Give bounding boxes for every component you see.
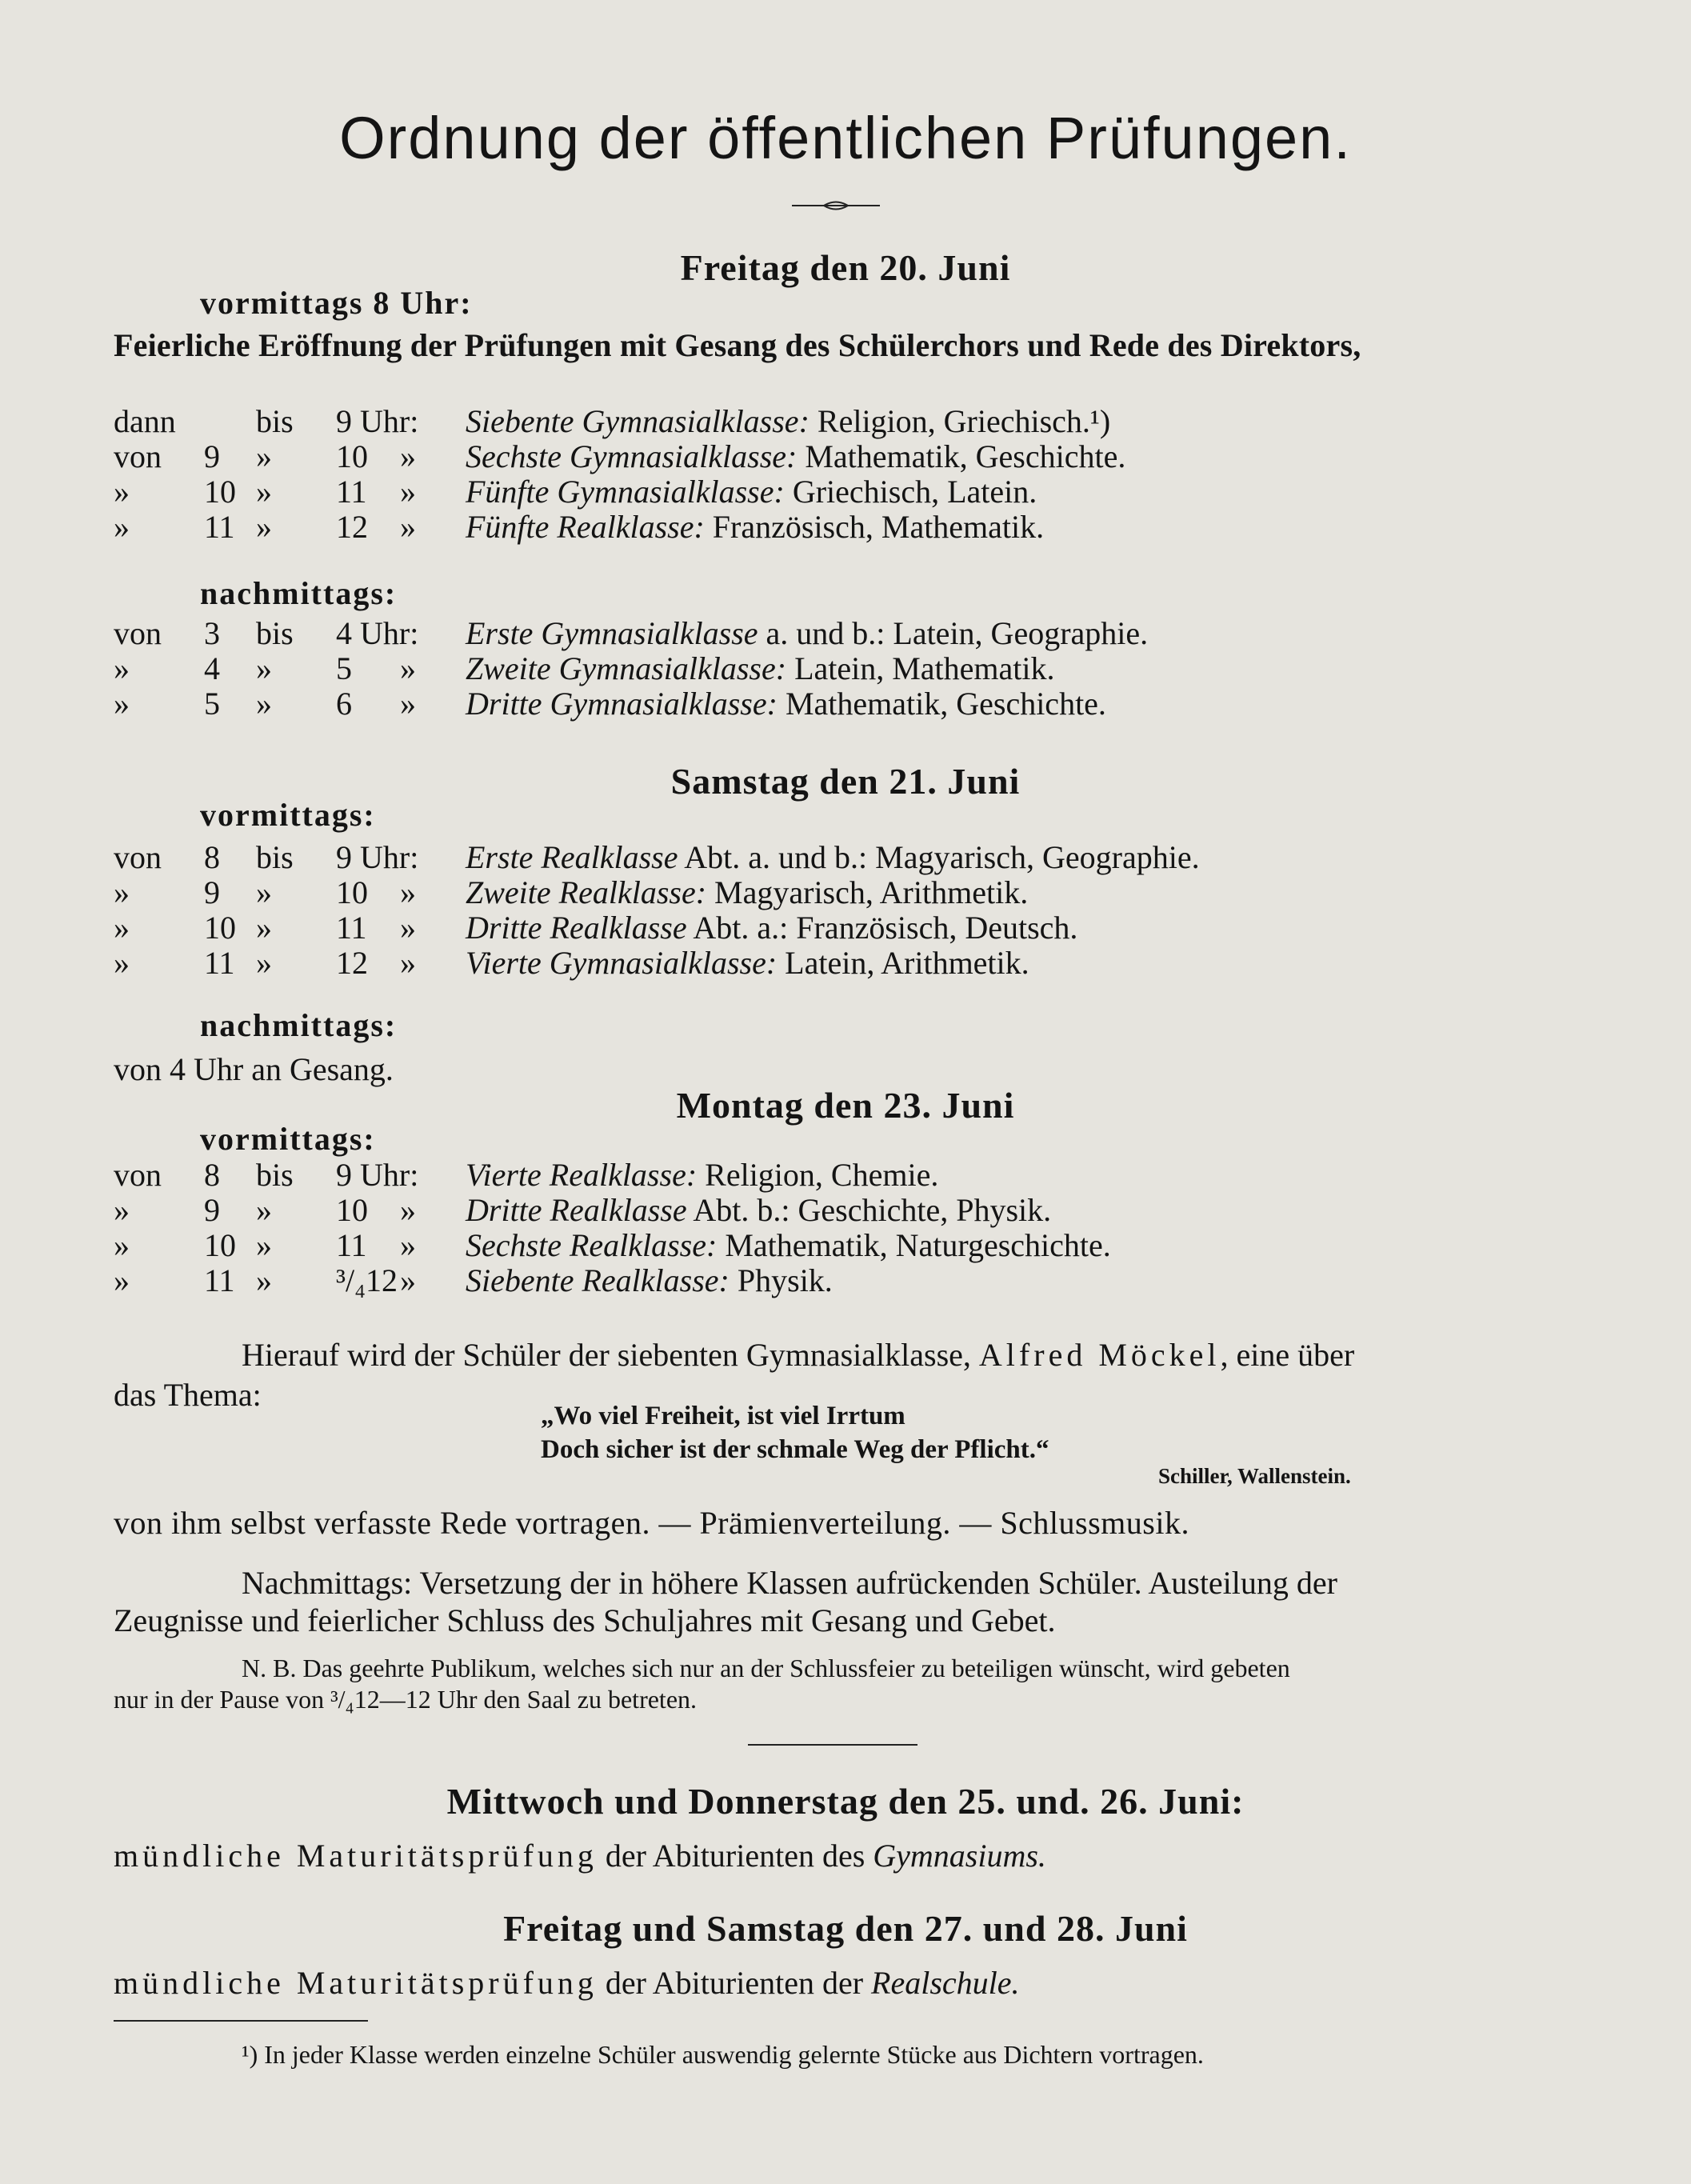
row-subjects: Mathematik, Geschichte. xyxy=(805,438,1126,474)
row-end-hour: 11 xyxy=(336,910,367,946)
row-end-mark: » xyxy=(400,1227,416,1263)
quote-line-1: „Wo viel Freiheit, ist viel Irrtum xyxy=(541,1402,905,1430)
schedule-row xyxy=(0,508,1691,545)
row-end-mark: » xyxy=(400,874,416,910)
row-prefix: » xyxy=(114,474,130,510)
row-end-mark: » xyxy=(400,1262,416,1298)
row-start-hour: 11 xyxy=(204,509,235,545)
schedule-row xyxy=(0,838,1691,875)
schedule-row xyxy=(0,1262,1691,1298)
speech-line-3: von ihm selbst verfasste Rede vortragen. — Prämienverteilung. — Schlussmusik. xyxy=(114,1505,1189,1541)
row-connector: bis xyxy=(256,1157,294,1193)
schedule-row xyxy=(0,473,1691,510)
row-connector: » xyxy=(256,874,272,910)
row-subject xyxy=(466,944,1029,982)
row-subject xyxy=(466,1226,1111,1264)
row-end-mark: » xyxy=(400,650,416,686)
nb-line-2: nur in der Pause von ³/₄12—12 Uhr den Saal zu betreten. xyxy=(114,1685,698,1714)
row-subjects: Abt. a.: Französisch, Deutsch. xyxy=(693,910,1078,946)
row-class-name: Dritte Gymnasialklasse: xyxy=(466,686,778,722)
page-title: Ordnung der öffentlichen Prüfungen. xyxy=(339,105,1352,171)
fri-sat-text-spaced: mündliche Maturitätsprüfung xyxy=(114,1965,598,2001)
row-prefix: » xyxy=(114,1227,130,1263)
row-end-hour: 10 xyxy=(336,438,368,474)
row-class-name: Sechste Gymnasialklasse: xyxy=(466,438,798,474)
row-connector: » xyxy=(256,474,272,510)
row-connector: » xyxy=(256,509,272,545)
row-subjects: a. und b.: Latein, Geographie. xyxy=(766,615,1149,651)
row-end-hour: 6 xyxy=(336,686,352,722)
row-end-mark: » xyxy=(400,910,416,946)
friday-opening-line: Feierliche Eröffnung der Prüfungen mit Gesang des Schülerchors und Rede des Direktors, xyxy=(114,327,1361,363)
friday-heading: Freitag den 20. Juni xyxy=(680,247,1011,288)
row-end-mark: » xyxy=(400,438,416,474)
row-class-name: Vierte Realklasse: xyxy=(466,1157,698,1193)
schedule-row xyxy=(0,402,1691,439)
row-start-hour: 4 xyxy=(204,650,220,686)
afternoon-line-1: Nachmittags: Versetzung der in höhere Klassen aufrückenden Schüler. Austeilung der xyxy=(242,1565,1337,1601)
fri-sat-text-mid: der Abiturienten der xyxy=(605,1965,864,2001)
row-connector: » xyxy=(256,1262,272,1298)
row-prefix: » xyxy=(114,509,130,545)
speech-line-2: das Thema: xyxy=(114,1377,262,1413)
row-subject xyxy=(466,838,1200,876)
row-end-mark: » xyxy=(400,945,416,981)
row-start-hour: 8 xyxy=(204,1157,220,1193)
speech-line-1-pre: Hierauf wird der Schüler der siebenten Gymnasialklasse, xyxy=(242,1337,971,1373)
fri-sat-text xyxy=(114,1964,1020,2002)
afternoon-line-2: Zeugnisse und feierlicher Schluss des Schuljahres mit Gesang und Gebet. xyxy=(114,1602,1056,1638)
row-class-name: Sechste Realklasse: xyxy=(466,1227,718,1263)
row-end-hour: 11 xyxy=(336,1227,367,1263)
schedule-row xyxy=(0,1226,1691,1263)
wed-thu-text xyxy=(114,1837,1046,1874)
schedule-row xyxy=(0,685,1691,722)
schedule-row xyxy=(0,1191,1691,1228)
row-class-name: Siebente Realklasse: xyxy=(466,1262,730,1298)
footnote: ¹) In jeder Klasse werden einzelne Schüler auswendig gelernte Stücke aus Dichtern vortragen. xyxy=(242,2040,1204,2069)
row-end-hour: 12 xyxy=(336,945,368,981)
fri-sat-heading: Freitag und Samstag den 27. und 28. Juni xyxy=(503,1908,1188,1949)
row-end-hour: 12 xyxy=(336,509,368,545)
row-class-name: Fünfte Gymnasialklasse: xyxy=(466,474,785,510)
row-class-name: Erste Realklasse xyxy=(466,839,678,875)
row-prefix: dann xyxy=(114,403,176,439)
row-connector: » xyxy=(256,1192,272,1228)
row-end-hour: 11 xyxy=(336,474,367,510)
schedule-row xyxy=(0,1156,1691,1193)
row-end-hour: 10 xyxy=(336,874,368,910)
speech-line-1-post: , eine über xyxy=(1220,1337,1355,1373)
row-start-hour: 11 xyxy=(204,1262,235,1298)
row-start-hour: 10 xyxy=(204,474,236,510)
row-end-hour: 9 Uhr: xyxy=(336,839,419,875)
row-connector: » xyxy=(256,910,272,946)
row-end-mark: » xyxy=(400,509,416,545)
row-start-hour: 9 xyxy=(204,438,220,474)
row-class-name: Zweite Gymnasialklasse: xyxy=(466,650,787,686)
row-start-hour: 11 xyxy=(204,945,235,981)
row-class-name: Zweite Realklasse: xyxy=(466,874,707,910)
row-class-name: Erste Gymnasialklasse xyxy=(466,615,758,651)
wed-thu-text-spaced: mündliche Maturitätsprüfung xyxy=(114,1838,598,1874)
row-class-name: Dritte Realklasse xyxy=(466,910,687,946)
row-prefix: » xyxy=(114,874,130,910)
row-prefix: » xyxy=(114,1262,130,1298)
row-start-hour: 9 xyxy=(204,1192,220,1228)
saturday-afternoon-label: nachmittags: xyxy=(200,1007,398,1043)
row-subjects: Abt. a. und b.: Magyarisch, Geographie. xyxy=(684,839,1200,875)
row-subject xyxy=(466,438,1125,475)
ornament-divider xyxy=(792,200,880,211)
row-start-hour: 8 xyxy=(204,839,220,875)
fri-sat-text-italic: Realschule. xyxy=(871,1965,1020,2001)
schedule-row xyxy=(0,944,1691,981)
row-connector: » xyxy=(256,1227,272,1263)
row-prefix: » xyxy=(114,686,130,722)
schedule-row xyxy=(0,909,1691,946)
saturday-heading: Samstag den 21. Juni xyxy=(670,761,1021,802)
row-start-hour: 10 xyxy=(204,910,236,946)
row-subject xyxy=(466,874,1028,911)
row-end-hour: 10 xyxy=(336,1192,368,1228)
row-connector: » xyxy=(256,438,272,474)
schedule-row xyxy=(0,614,1691,651)
row-start-hour: 5 xyxy=(204,686,220,722)
row-subject xyxy=(466,1156,938,1194)
row-class-name: Siebente Gymnasialklasse: xyxy=(466,403,810,439)
row-subjects: Griechisch, Latein. xyxy=(792,474,1037,510)
row-subjects: Physik. xyxy=(737,1262,833,1298)
schedule-row xyxy=(0,650,1691,686)
row-class-name: Dritte Realklasse xyxy=(466,1192,687,1228)
row-subject xyxy=(466,508,1044,546)
row-subjects: Religion, Chemie. xyxy=(705,1157,939,1193)
row-subject xyxy=(466,1191,1051,1229)
footnote-rule xyxy=(114,2020,368,2022)
row-start-hour: 10 xyxy=(204,1227,236,1263)
row-subject xyxy=(466,473,1037,510)
row-end-hour: 4 Uhr: xyxy=(336,615,419,651)
row-end-mark: » xyxy=(400,686,416,722)
row-subject xyxy=(466,402,1110,440)
row-start-hour: 3 xyxy=(204,615,220,651)
row-connector: » xyxy=(256,945,272,981)
row-subjects: Magyarisch, Arithmetik. xyxy=(714,874,1029,910)
wed-thu-heading: Mittwoch und Donnerstag den 25. und. 26. Juni: xyxy=(446,1781,1245,1822)
monday-morning-label: vormittags: xyxy=(200,1121,376,1157)
row-connector: bis xyxy=(256,839,294,875)
friday-morning-label: vormittags 8 Uhr: xyxy=(200,285,473,321)
row-subject xyxy=(466,650,1055,687)
row-subject xyxy=(466,909,1077,946)
row-end-mark: » xyxy=(400,1192,416,1228)
row-end-mark: » xyxy=(400,474,416,510)
nb-line-1: N. B. Das geehrte Publikum, welches sich nur an der Schlussfeier zu beteiligen wünscht, wird gebeten xyxy=(242,1654,1290,1682)
row-subjects: Latein, Mathematik. xyxy=(794,650,1055,686)
row-end-hour: 9 Uhr: xyxy=(336,403,419,439)
saturday-afternoon-text: von 4 Uhr an Gesang. xyxy=(114,1051,394,1087)
row-connector: bis xyxy=(256,615,294,651)
row-subjects: Mathematik, Naturgeschichte. xyxy=(725,1227,1111,1263)
speech-line-1 xyxy=(242,1336,1354,1374)
row-subject xyxy=(466,685,1106,722)
saturday-morning-label: vormittags: xyxy=(200,797,376,833)
row-connector: bis xyxy=(256,403,294,439)
row-connector: » xyxy=(256,650,272,686)
monday-heading: Montag den 23. Juni xyxy=(676,1085,1015,1126)
section-divider xyxy=(748,1744,917,1746)
row-prefix: von xyxy=(114,615,162,651)
row-class-name: Fünfte Realklasse: xyxy=(466,509,705,545)
row-end-hour: 9 Uhr: xyxy=(336,1157,419,1193)
wed-thu-text-italic: Gymnasiums. xyxy=(873,1838,1046,1874)
row-subjects: Latein, Arithmetik. xyxy=(785,945,1029,981)
row-prefix: von xyxy=(114,1157,162,1193)
row-subject xyxy=(466,1262,833,1299)
row-prefix: von xyxy=(114,839,162,875)
row-subjects: Mathematik, Geschichte. xyxy=(785,686,1106,722)
row-subjects: Französisch, Mathematik. xyxy=(712,509,1045,545)
row-prefix: » xyxy=(114,910,130,946)
row-prefix: » xyxy=(114,650,130,686)
friday-afternoon-label: nachmittags: xyxy=(200,575,398,611)
row-subjects: Abt. b.: Geschichte, Physik. xyxy=(693,1192,1052,1228)
row-class-name: Vierte Gymnasialklasse: xyxy=(466,945,778,981)
schedule-row xyxy=(0,874,1691,910)
row-prefix: von xyxy=(114,438,162,474)
schedule-row xyxy=(0,438,1691,474)
row-start-hour: 9 xyxy=(204,874,220,910)
row-prefix: » xyxy=(114,945,130,981)
wed-thu-text-mid: der Abiturienten des xyxy=(605,1838,865,1874)
speech-student-name: Alfred Möckel xyxy=(978,1337,1221,1373)
row-connector: » xyxy=(256,686,272,722)
row-end-hour: ³/₄12 xyxy=(336,1262,398,1298)
quote-line-2: Doch sicher ist der schmale Weg der Pflicht.“ xyxy=(541,1435,1049,1464)
row-subject xyxy=(466,614,1148,652)
quote-source: Schiller, Wallenstein. xyxy=(1158,1464,1351,1488)
row-subjects: Religion, Griechisch.¹) xyxy=(817,403,1111,439)
row-end-hour: 5 xyxy=(336,650,352,686)
row-prefix: » xyxy=(114,1192,130,1228)
